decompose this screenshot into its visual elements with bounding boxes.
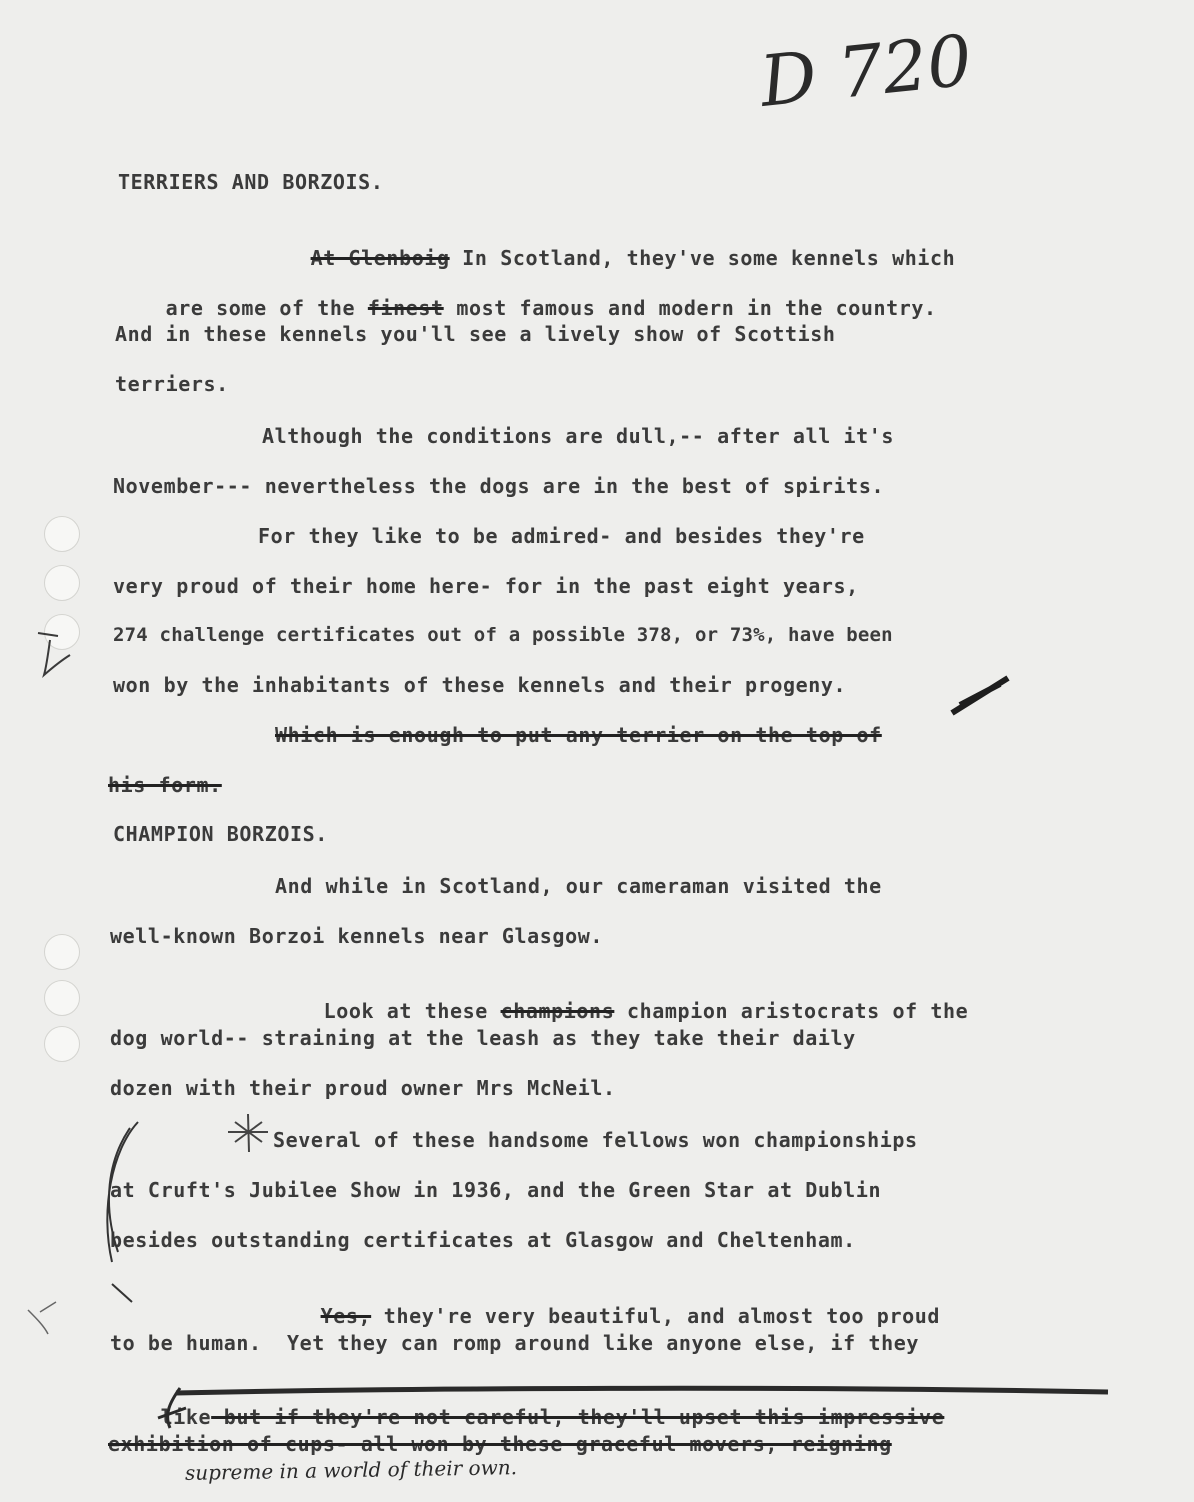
text-line: terriers.	[115, 372, 229, 396]
text-line: won by the inhabitants of these kennels and their progeny.	[113, 673, 847, 697]
line-text: are some of the	[165, 296, 368, 320]
line-text-tail: champion aristocrats of the	[614, 999, 969, 1023]
text-line: dog world-- straining at the leash as they take their daily	[110, 1026, 856, 1050]
tick-mark	[112, 1284, 132, 1302]
deletion-stroke	[176, 1388, 1108, 1393]
text-line: Although the conditions are dull,-- after all it's	[262, 424, 895, 448]
text-line: besides outstanding certificates at Glasgow and Cheltenham.	[110, 1228, 856, 1252]
struck-text: At Glenboig	[310, 246, 450, 270]
section-heading: CHAMPION BORZOIS.	[113, 822, 328, 846]
text-line: dozen with their proud owner Mrs McNeil.	[110, 1076, 616, 1100]
struck-text: but if they're not careful, they'll upset this impressive	[211, 1405, 945, 1429]
struck-text: Yes,	[320, 1304, 372, 1328]
line-text-tail: most famous and modern in the country.	[443, 296, 937, 320]
bracket-mark	[107, 1122, 138, 1262]
text-line: And while in Scotland, our cameraman visited the	[275, 874, 882, 898]
line-text: In Scotland, they've some kennels which	[449, 246, 956, 270]
struck-line: Which is enough to put any terrier on the top of	[275, 723, 882, 747]
text-line: November--- nevertheless the dogs are in the best of spirits.	[113, 474, 885, 498]
caret-mark	[28, 1302, 56, 1334]
text-line: Several of these handsome fellows won championships	[273, 1128, 918, 1152]
asterisk-icon	[228, 1114, 268, 1152]
handwritten-insertion: supreme in a world of their own.	[184, 1455, 518, 1485]
struck-text: finest	[367, 296, 444, 320]
line-text: they're very beautiful, and almost too proud	[371, 1304, 941, 1328]
line-text: Look at these	[323, 999, 501, 1023]
struck-text: champions	[500, 999, 615, 1023]
text-line: at Cruft's Jubilee Show in 1936, and the Green Star at Dublin	[110, 1178, 882, 1202]
text-line: 274 challenge certificates out of a possible 378, or 73%, have been	[113, 624, 893, 646]
struck-line: his form.	[108, 773, 222, 797]
struck-line: exhibition of cups- all won by these graceful movers, reigning	[108, 1432, 892, 1456]
text-line: to be human. Yet they can romp around like anyone else, if they	[110, 1331, 920, 1355]
text-line: And in these kennels you'll see a lively show of Scottish	[115, 322, 836, 346]
text-line: well-known Borzoi kennels near Glasgow.	[110, 924, 603, 948]
editing-slash-mark	[952, 678, 1008, 713]
tick-mark	[38, 633, 70, 675]
handwritten-code: D 720	[756, 19, 976, 123]
text-line: For they like to be admired- and besides they're	[258, 524, 865, 548]
section-heading: TERRIERS AND BORZOIS.	[118, 170, 384, 194]
line-text: like	[160, 1405, 212, 1429]
text-line: very proud of their home here- for in the past eight years,	[113, 574, 859, 598]
